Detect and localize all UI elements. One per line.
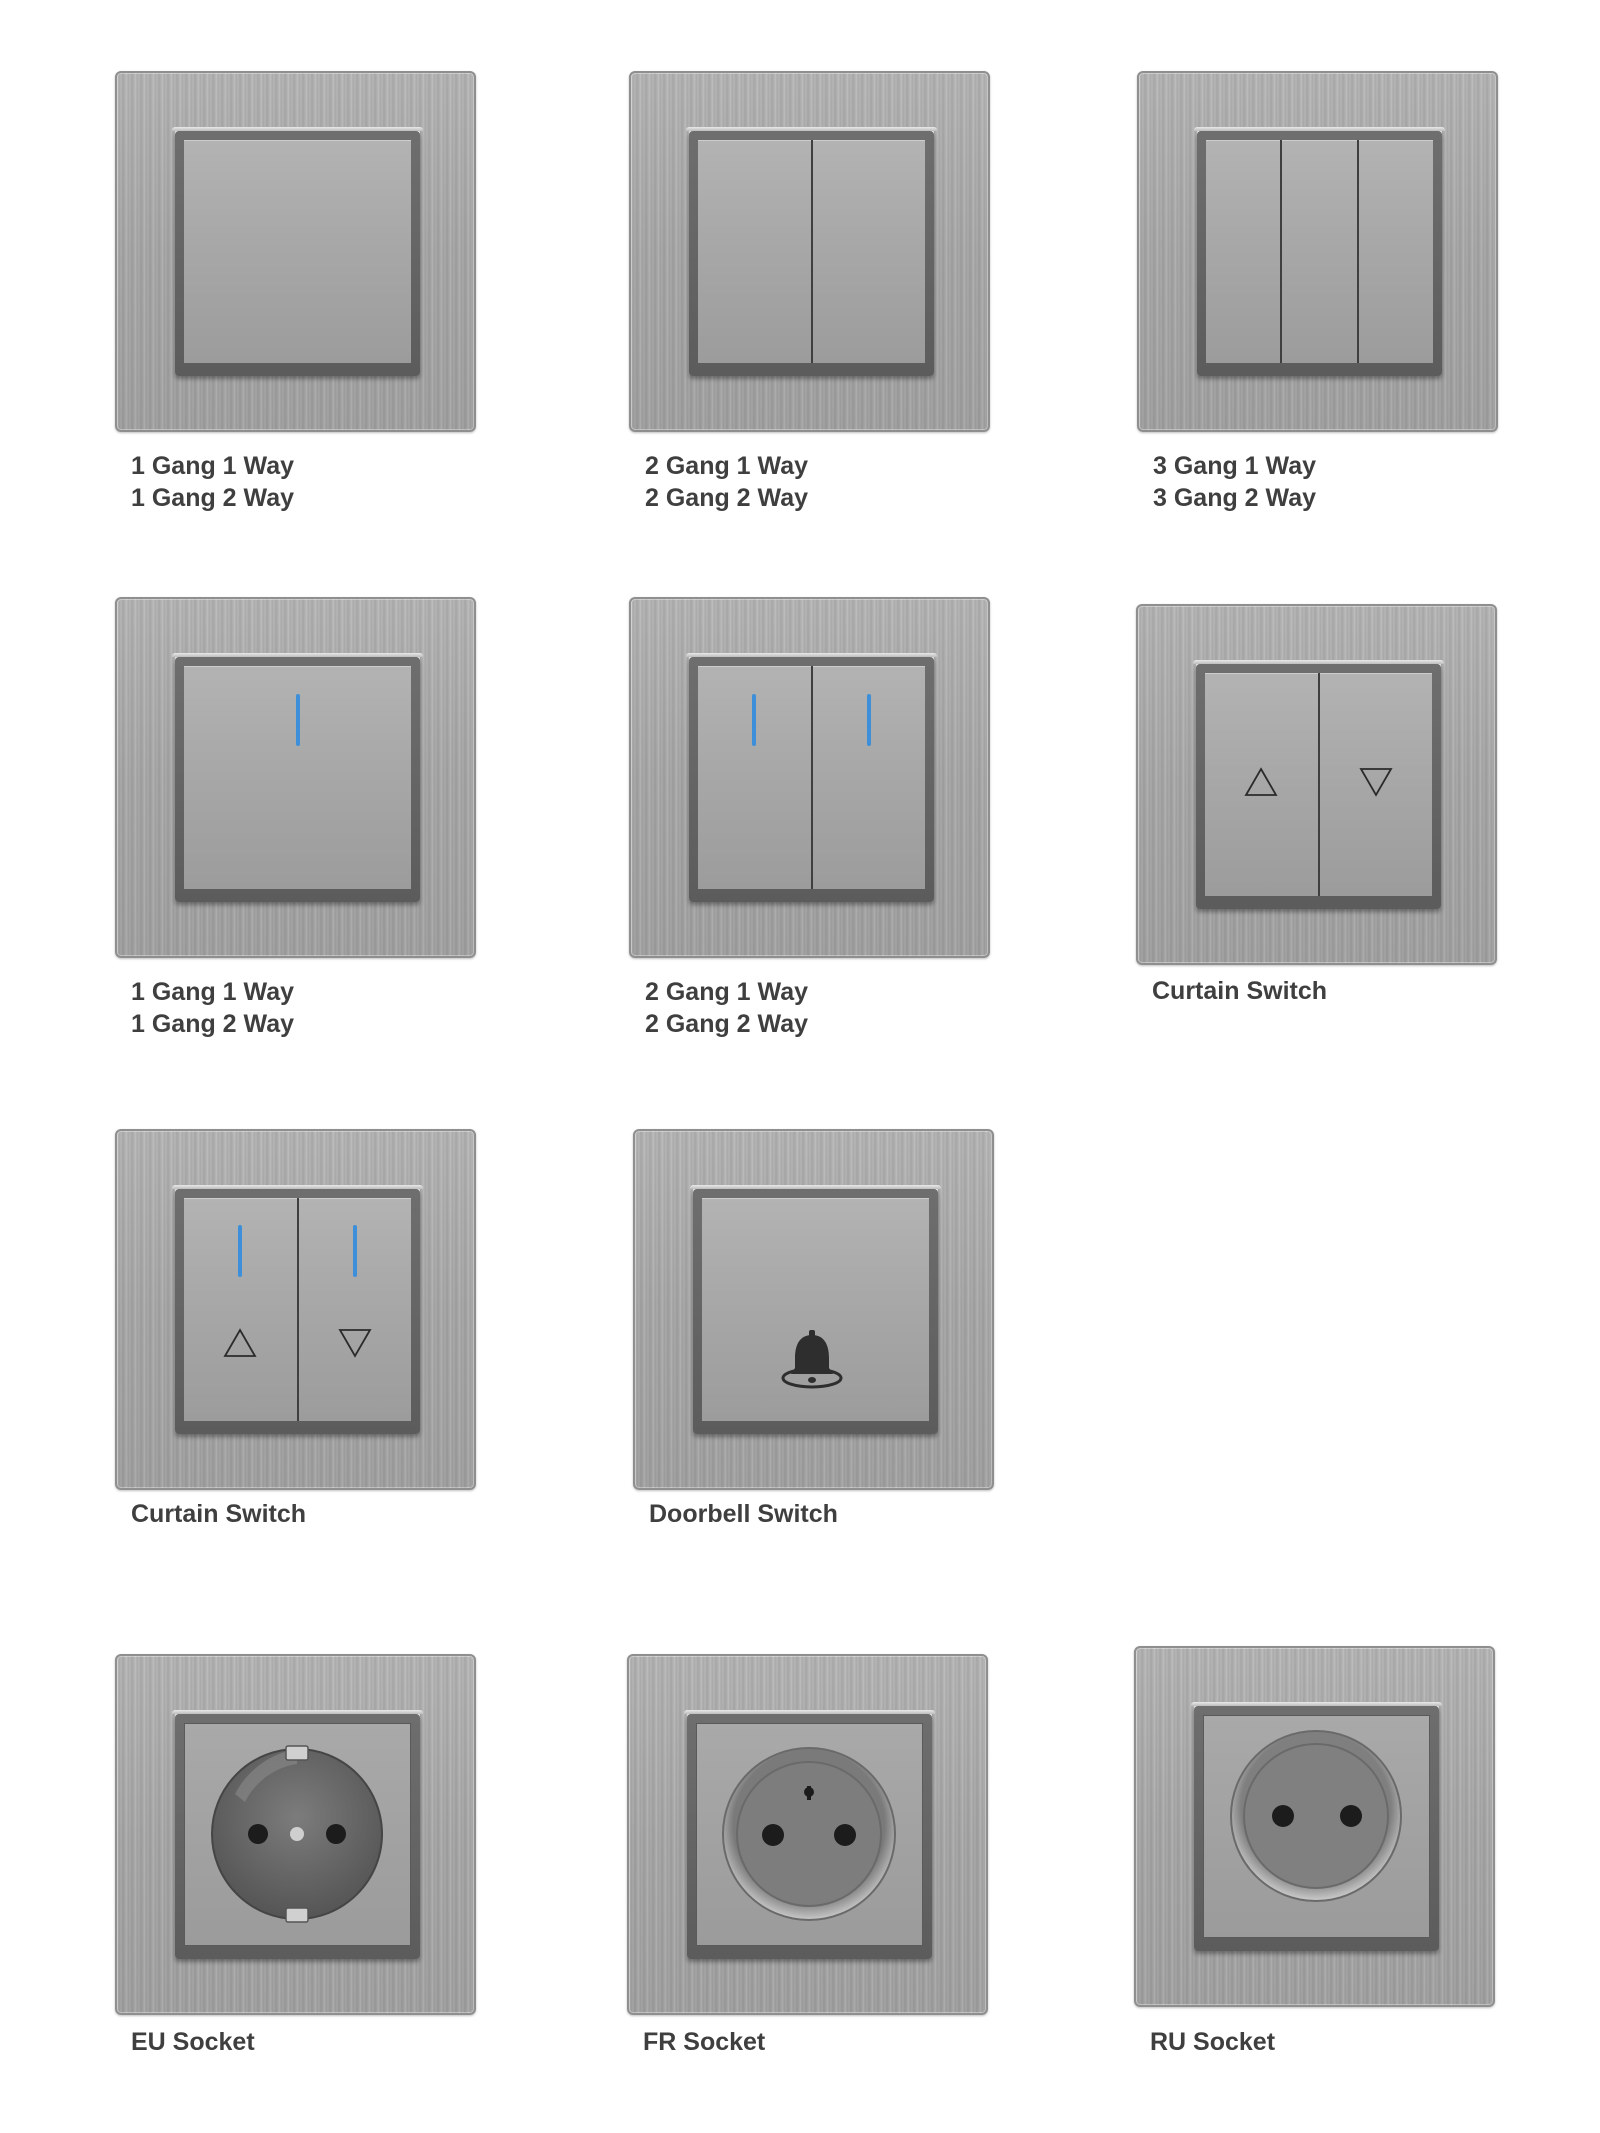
doorbell-button[interactable] [702,1198,929,1421]
caption-line-2: 2 Gang 2 Way [645,1010,809,1038]
switch-plate [629,71,990,432]
switch-frame [689,657,934,902]
caption-line-1: Curtain Switch [1152,977,1328,1005]
socket-frame [687,1714,932,1959]
switch-plate [1137,71,1498,432]
product-caption [131,2026,255,2058]
caption-line-2: 3 Gang 2 Way [1153,484,1317,512]
bell-icon [777,1328,847,1390]
caption-line-1: FR Socket [643,2028,766,2056]
switch-plate [633,1129,994,1490]
switch-frame [1197,131,1442,376]
led-indicator [238,1225,242,1277]
rocker-button-right[interactable] [813,666,926,889]
socket-plate [115,1654,476,2015]
rocker-button-right[interactable] [1359,140,1433,363]
caption-line-1: RU Socket [1150,2028,1276,2056]
product-caption [131,450,294,514]
switch-frame [693,1189,938,1434]
curtain-up-button[interactable] [184,1198,297,1421]
switch-frame [175,1189,420,1434]
caption-line-1: 1 Gang 1 Way [131,978,295,1006]
socket-frame [1194,1706,1439,1951]
product-caption [1150,2026,1275,2058]
product-caption [1153,450,1316,514]
switch-frame [175,657,420,902]
product-caption [643,2026,765,2058]
curtain-up-button[interactable] [1205,673,1318,896]
switch-plate [115,1129,476,1490]
product-caption [131,1498,306,1530]
rocker-button-left[interactable] [698,666,811,889]
rocker-button-middle[interactable] [1282,140,1356,363]
socket-face [1203,1715,1430,1938]
caption-line-1: 1 Gang 1 Way [131,452,295,480]
caption-line-2: 1 Gang 2 Way [131,484,295,512]
eu-outlet-icon [185,1724,410,1945]
product-caption [131,976,294,1040]
caption-line-1: Curtain Switch [131,1500,307,1528]
led-indicator [353,1225,357,1277]
caption-line-1: EU Socket [131,2028,255,2056]
caption-line-1: 2 Gang 1 Way [645,978,809,1006]
ru-outlet-icon [1204,1716,1429,1937]
switch-plate [115,71,476,432]
switch-plate [1136,604,1497,965]
product-caption [1152,975,1327,1007]
rocker-button-left[interactable] [698,140,811,363]
led-indicator [867,694,871,746]
caption-line-2: 2 Gang 2 Way [645,484,809,512]
switch-plate [629,597,990,958]
triangle-up-icon [223,1328,257,1358]
product-caption [645,976,808,1040]
socket-frame [175,1714,420,1959]
caption-line-1: Doorbell Switch [649,1500,838,1528]
curtain-down-button[interactable] [299,1198,412,1421]
rocker-button-right[interactable] [813,140,926,363]
caption-line-1: 3 Gang 1 Way [1153,452,1317,480]
product-caption [649,1498,838,1530]
socket-plate [627,1654,988,2015]
product-caption [645,450,808,514]
rocker-button[interactable] [184,666,411,889]
triangle-down-icon [1359,767,1393,797]
triangle-down-icon [338,1328,372,1358]
rocker-button[interactable] [184,140,411,363]
curtain-down-button[interactable] [1320,673,1433,896]
led-indicator [296,694,300,746]
triangle-up-icon [1244,767,1278,797]
socket-face [184,1723,411,1946]
caption-line-2: 1 Gang 2 Way [131,1010,295,1038]
socket-face [696,1723,923,1946]
rocker-button-left[interactable] [1206,140,1280,363]
led-indicator [752,694,756,746]
switch-frame [1196,664,1441,909]
caption-line-1: 2 Gang 1 Way [645,452,809,480]
fr-outlet-icon [697,1724,922,1945]
switch-plate [115,597,476,958]
switch-frame [175,131,420,376]
switch-frame [689,131,934,376]
socket-plate [1134,1646,1495,2007]
